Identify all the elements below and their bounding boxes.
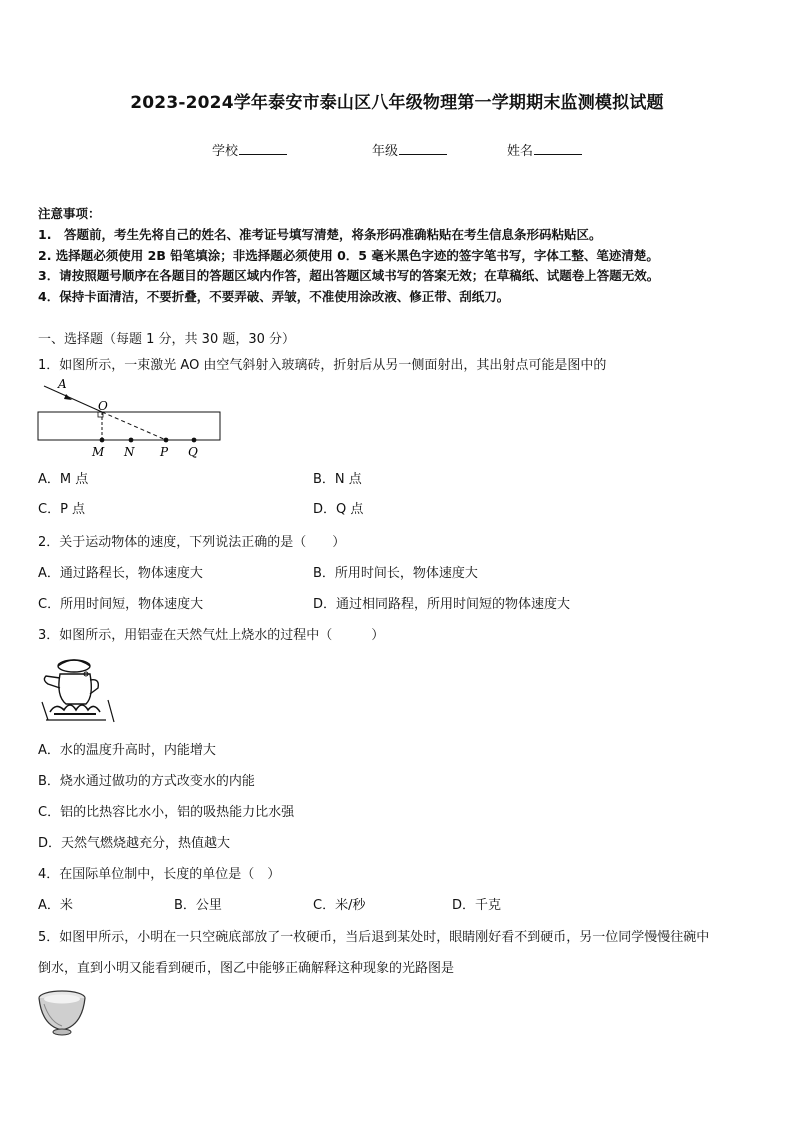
ray-arrow <box>64 394 72 400</box>
grade-label: 年级 <box>372 144 399 159</box>
school-blank <box>239 142 287 155</box>
notes-heading: 注意事项： <box>38 206 101 221</box>
note-item-4: 4．保持卡面清洁，不要折叠，不要弄破、弄皱，不准使用涂改液、修正带、刮纸刀。 <box>38 289 510 304</box>
q4-option-d[interactable]: D．千克 <box>452 898 502 913</box>
q4-option-a[interactable]: A．米 <box>38 898 73 913</box>
label-o: O <box>98 399 108 413</box>
q1-option-c[interactable]: C．P 点 <box>38 502 86 517</box>
q3-option-c[interactable]: C．铝的比热容比水小，铝的吸热能力比水强 <box>38 805 295 820</box>
incident-ray <box>44 386 102 412</box>
q1-option-a[interactable]: A．M 点 <box>38 472 89 487</box>
q4-option-c[interactable]: C．米/秒 <box>313 898 366 913</box>
name-label: 姓名 <box>507 144 534 159</box>
question-5-stem-line-2: 倒水，直到小明又能看到硬币，图乙中能够正确解释这种现象的光路图是 <box>38 961 455 976</box>
label-q: Q <box>188 445 198 459</box>
label-n: N <box>124 445 135 459</box>
q2-option-d[interactable]: D．通过相同路程，所用时间短的物体速度大 <box>313 597 571 612</box>
q1-option-b[interactable]: B．N 点 <box>313 472 362 487</box>
point-n <box>129 438 134 443</box>
point-p <box>164 438 169 443</box>
school-label: 学校 <box>212 144 239 159</box>
note-item-2: 2. 选择题必须使用 2B 铅笔填涂；非选择题必须使用 0．5 毫米黑色字迹的签字笔书写，字体工整、笔迹清楚。 <box>38 248 659 263</box>
q3-option-d[interactable]: D．天然气燃烧越充分，热值越大 <box>38 836 231 851</box>
question-5-stem-line-1: 5．如图甲所示，小明在一只空碗底部放了一枚硬币，当后退到某处时，眼睛刚好看不到硬币，另一位同学慢慢往碗中 <box>38 930 710 945</box>
q1-option-d[interactable]: D．Q 点 <box>313 502 364 517</box>
point-m <box>100 438 105 443</box>
point-q <box>192 438 197 443</box>
q3-option-b[interactable]: B．烧水通过做功的方式改变水的内能 <box>38 774 255 789</box>
grade-blank <box>399 142 447 155</box>
bowl-figure <box>36 988 88 1038</box>
question-1-figure <box>36 374 226 460</box>
note-item-3: 3．请按照题号顺序在各题目的答题区域内作答，超出答题区域书写的答案无效；在草稿纸、试题卷上答题无效。 <box>38 268 660 283</box>
glass-brick <box>38 412 220 440</box>
kettle-on-stove-figure <box>36 654 122 726</box>
grade-field <box>372 140 447 159</box>
section-heading: 一、选择题（每题 1 分，共 30 题，30 分） <box>38 332 296 347</box>
q2-option-c[interactable]: C．所用时间短，物体速度大 <box>38 597 204 612</box>
name-blank <box>534 142 582 155</box>
q4-option-b[interactable]: B．公里 <box>174 898 222 913</box>
name-field <box>507 140 582 159</box>
school-field <box>212 140 287 159</box>
note-item-1: 1. 答题前，考生先将自己的姓名、准考证号填写清楚，将条形码准确粘贴在考生信息条形码粘贴区。 <box>38 227 602 242</box>
question-4-stem: 4．在国际单位制中，长度的单位是（ ） <box>38 867 281 882</box>
q2-option-a[interactable]: A．通过路程长，物体速度大 <box>38 566 203 581</box>
label-a: A <box>58 377 67 391</box>
exam-title: 2023-2024学年泰安市泰山区八年级物理第一学期期末监测模拟试题 <box>130 93 664 113</box>
q2-option-b[interactable]: B．所用时间长，物体速度大 <box>313 566 478 581</box>
q3-option-a[interactable]: A．水的温度升高时，内能增大 <box>38 743 216 758</box>
label-p: P <box>160 445 169 459</box>
question-2-stem: 2．关于运动物体的速度，下列说法正确的是（ ） <box>38 535 346 550</box>
extension-line <box>102 412 166 440</box>
label-m: M <box>92 445 105 459</box>
question-3-stem: 3．如图所示，用铝壶在天然气灶上烧水的过程中（ ） <box>38 628 385 643</box>
question-1-stem: 1．如图所示，一束激光 AO 由空气斜射入玻璃砖，折射后从另一侧面射出，其出射点可能是图中的 <box>38 358 607 373</box>
